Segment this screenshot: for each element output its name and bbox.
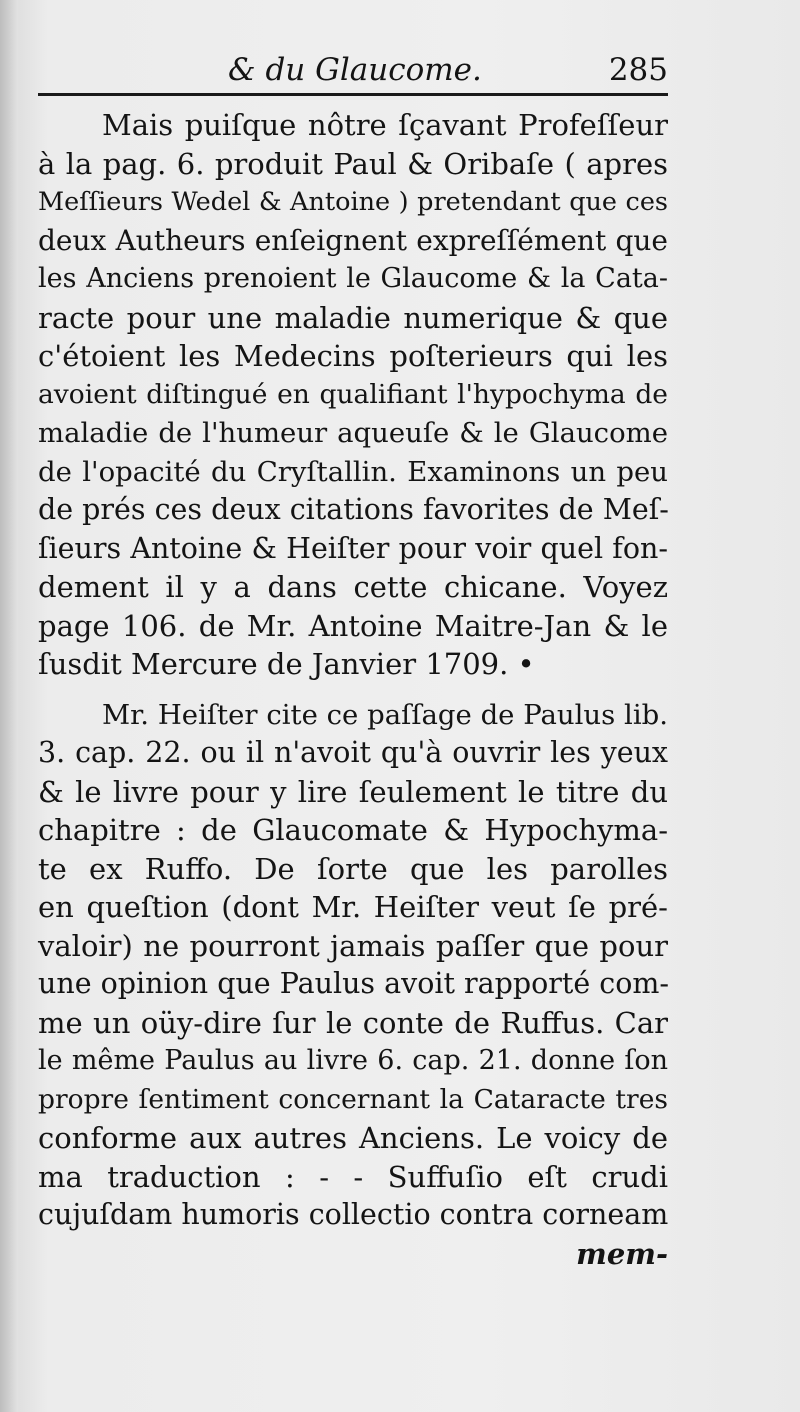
text-line: les Anciens prenoient le Glaucome & la Cata-	[38, 263, 668, 294]
running-head: & du Glaucome.	[228, 52, 482, 88]
text-line: ma traduction : - - Suffuſio eſt crudi	[38, 1159, 668, 1194]
text-line: & le livre pour y lire ſeulement le titre du	[38, 774, 668, 809]
text-line: page 106. de Mr. Antoine Maitre-Jan & le	[38, 608, 668, 643]
text-line: une opinion que Paulus avoit rapporté com-	[38, 967, 670, 1000]
text-line: 3. cap. 22. ou il n'avoit qu'à ouvrir les yeux	[38, 736, 668, 769]
text-line: valoir) ne pourront jamais paſſer que pour	[38, 928, 668, 963]
text-line: propre ſentiment concernant la Cataracte tres	[38, 1083, 668, 1115]
text-line: de prés ces deux citations favorites de Meſ-	[38, 493, 669, 526]
paragraph-gap	[38, 684, 668, 696]
paragraph-2	[38, 696, 668, 1235]
text-line: c'étoient les Medecins poſterieurs qui les	[38, 339, 668, 373]
text-line: cujuſdam humoris collectio contra corneam	[38, 1198, 669, 1231]
text-line: Mais puiſque nôtre ſçavant Profeſſeur	[102, 108, 668, 142]
text-line: chapitre : de Glaucomate & Hypochyma-	[38, 813, 668, 847]
text-line: racte pour une maladie numerique & que	[38, 300, 668, 335]
text-line: Meſſieurs Wedel & Antoine ) pretendant que ces	[38, 187, 668, 217]
page-header	[38, 48, 668, 92]
catchword: mem-	[576, 1236, 668, 1271]
text-line: conforme aux autres Anciens. Le voicy de	[38, 1121, 668, 1155]
text-line: de l'opacité du Cryſtallin. Examinons un peu	[38, 455, 668, 488]
text-line: Mr. Heiſter cite ce paſſage de Paulus lib.	[102, 698, 668, 731]
header-rule	[38, 93, 668, 96]
text-line: ſieurs Antoine & Heiſter pour voir quel fon-	[38, 531, 668, 565]
paragraph-1	[38, 106, 668, 684]
text-line: le même Paulus au livre 6. cap. 21. donne ſon	[38, 1045, 668, 1076]
text-line: deux Autheurs enſeignent expreſſément que	[38, 223, 668, 257]
text-line: maladie de l'humeur aqueuſe & le Glaucome	[38, 417, 668, 449]
body-text	[38, 106, 668, 1273]
page-gutter	[0, 0, 18, 1412]
text-line: dement il y a dans cette chicane. Voyez	[38, 570, 668, 604]
text-line: avoient diſtingué en qualifiant l'hypochyma de	[38, 378, 668, 410]
text-line: ſusdit Mercure de Janvier 1709. •	[38, 647, 535, 681]
page-number: 285	[608, 52, 668, 88]
text-line: en queſtion (dont Mr. Heiſter veut ſe pré-	[38, 890, 668, 924]
text-line: te ex Ruffo. De ſorte que les parolles	[38, 851, 668, 886]
text-line: me un oüy-dire ſur le conte de Ruffus. Car	[38, 1005, 668, 1040]
text-line: à la pag. 6. produit Paul & Oribaſe ( apres	[38, 146, 668, 181]
